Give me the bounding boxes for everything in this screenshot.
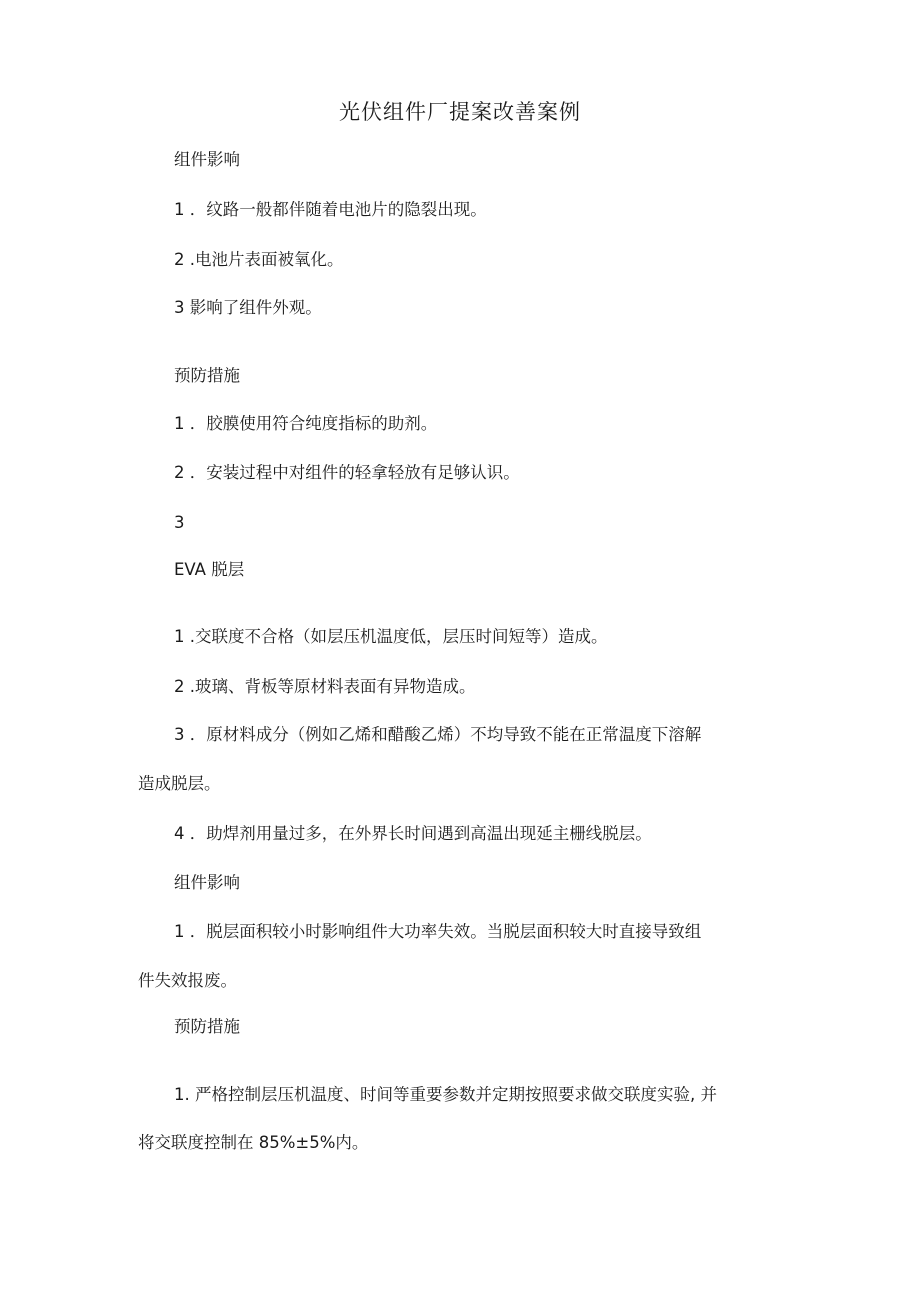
list-item: 2 .玻璃、背板等原材料表面有异物造成。 (174, 677, 476, 696)
list-item: 1. 严格控制层压机温度、时间等重要参数并定期按照要求做交联度实验, 并 (174, 1085, 717, 1104)
list-item: 4 ．助焊剂用量过多，在外界长时间遇到高温出现延主栅线脱层。 (174, 824, 652, 843)
section-number: 3 (174, 513, 185, 532)
list-item: 1 ．纹路一般都伴随着电池片的隐裂出现。 (174, 200, 487, 219)
section-heading-component-impact: 组件影响 (174, 873, 240, 892)
list-item: 2 .电池片表面被氧化。 (174, 250, 344, 269)
list-item: 1 .交联度不合格（如层压机温度低，层压时间短等）造成。 (174, 627, 608, 646)
list-item: 1 ．胶膜使用符合纯度指标的助剂。 (174, 414, 438, 433)
list-item: 3 影响了组件外观。 (174, 298, 322, 317)
section-heading-eva-delamination: EVA 脱层 (174, 560, 245, 579)
list-item: 3 ．原材料成分（例如乙烯和醋酸乙烯）不均导致不能在正常温度下溶解 (174, 725, 702, 744)
list-item: 2 ．安装过程中对组件的轻拿轻放有足够认识。 (174, 463, 520, 482)
document-title: 光伏组件厂提案改善案例 (339, 100, 581, 124)
section-heading-prevention: 预防措施 (174, 366, 240, 385)
list-item-continuation: 将交联度控制在 85%±5%内。 (138, 1133, 369, 1152)
list-item: 1 ．脱层面积较小时影响组件大功率失效。当脱层面积较大时直接导致组 (174, 922, 702, 941)
section-heading-prevention: 预防措施 (174, 1017, 240, 1036)
section-heading-component-impact: 组件影响 (174, 150, 240, 169)
list-item-continuation: 件失效报废。 (138, 971, 237, 990)
list-item-continuation: 造成脱层。 (138, 774, 221, 793)
